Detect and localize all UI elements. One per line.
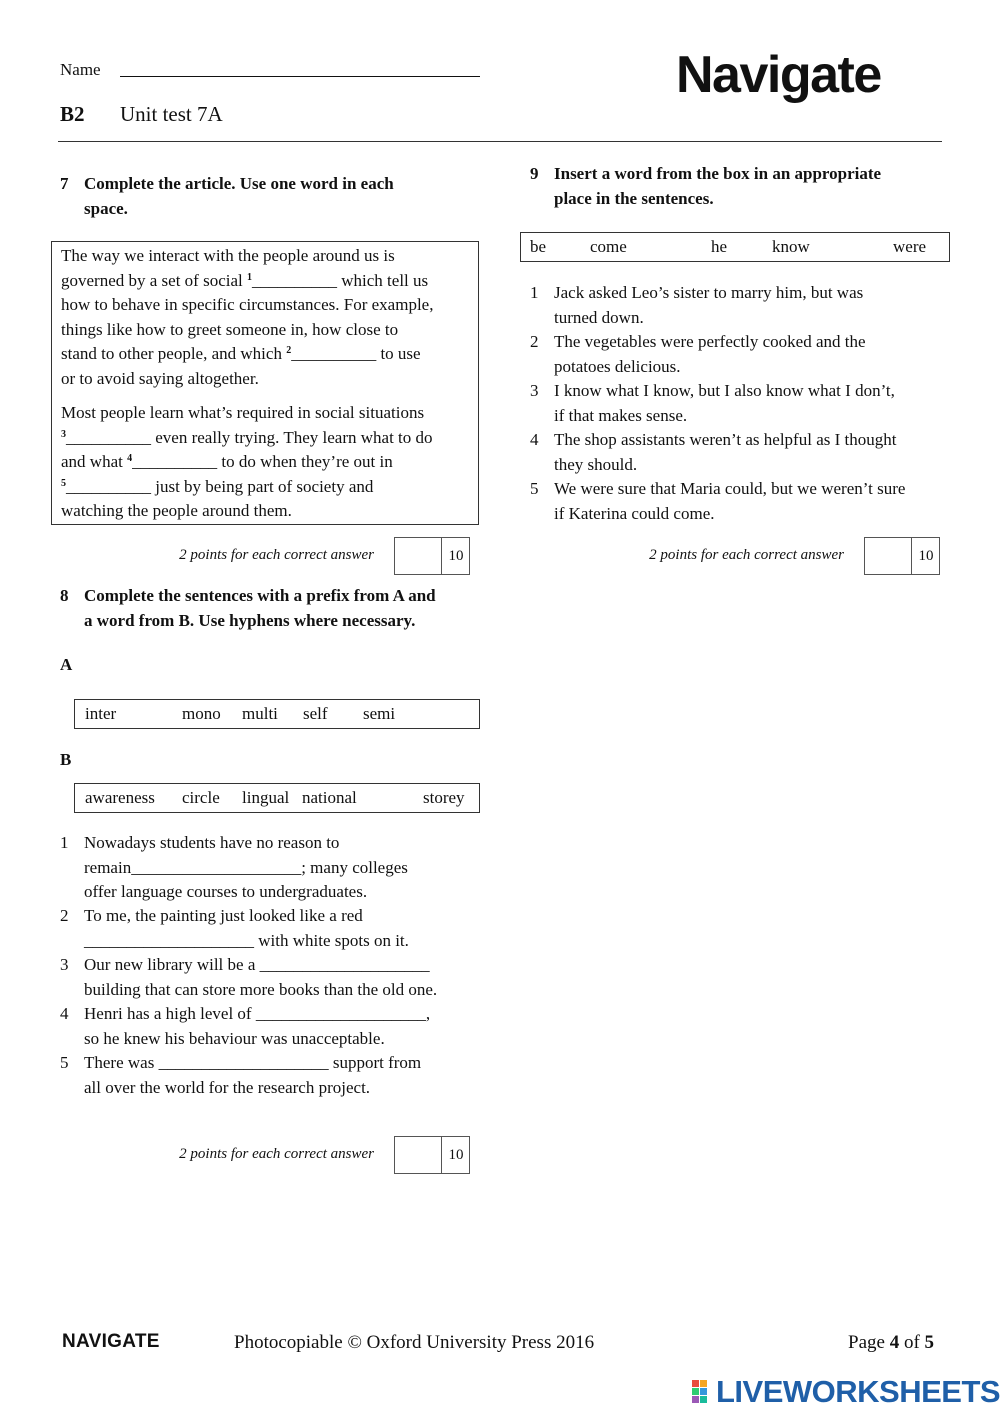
unit-title: Unit test 7A: [120, 102, 223, 126]
item-line: To me, the painting just looked like a red: [84, 906, 363, 925]
item-number: 4: [60, 1004, 69, 1023]
box-b: [74, 783, 480, 813]
article-line: [61, 426, 473, 451]
gap-4[interactable]: __________ to do when they’re out in: [132, 452, 393, 471]
item-number: 1: [530, 283, 539, 302]
q7-points-note: 2 points for each correct answer: [179, 547, 374, 563]
q9-heading: [530, 162, 950, 212]
q9-item-2[interactable]: [530, 330, 950, 380]
q7-score-box[interactable]: [394, 537, 470, 575]
q9-points-note: 2 points for each correct answer: [649, 547, 844, 563]
item-number: 4: [530, 430, 539, 449]
item-line: Nowadays students have no reason to: [84, 833, 340, 852]
item-line[interactable]: There was ____________________ support from: [84, 1053, 422, 1072]
article-line: things like how to greet someone in, how close to: [61, 319, 399, 339]
box-a-label: A: [60, 655, 73, 674]
item-number: 3: [60, 955, 69, 974]
item-line: turned down.: [554, 307, 644, 327]
word-option: multi: [242, 704, 278, 723]
word-option: lingual: [242, 788, 290, 807]
article-line: The way we interact with the people around us is: [61, 246, 395, 265]
article-line: [61, 269, 473, 294]
gap-2[interactable]: __________ to use: [291, 344, 421, 363]
q9-item-3[interactable]: [530, 379, 950, 429]
item-line: building that can store more books than the old one.: [84, 979, 438, 999]
word-option: semi: [363, 704, 396, 723]
item-number: 1: [60, 833, 69, 852]
footer-copyright: Photocopiable © Oxford University Press 2016: [234, 1332, 595, 1353]
q8-item-3: [60, 953, 480, 1003]
article-line: [61, 450, 473, 475]
q9-score-box[interactable]: [864, 537, 940, 575]
article-text: stand to other people, and which: [61, 344, 282, 363]
article-text: and what: [61, 452, 123, 471]
word-option: be: [530, 237, 547, 256]
word-option: national: [302, 788, 357, 807]
liveworksheets-text: LIVEWORKSHEETS: [716, 1374, 1000, 1409]
item-line: if Katerina could come.: [554, 503, 715, 523]
word-option: mono: [182, 704, 221, 723]
level-label: B2: [60, 102, 85, 126]
word-option: circle: [182, 788, 220, 807]
q8-item-1: [60, 831, 480, 906]
page-prefix: Page: [848, 1332, 885, 1353]
q8-points-note: 2 points for each correct answer: [179, 1146, 374, 1162]
gap-5[interactable]: __________ just by being part of society and: [66, 476, 374, 496]
q8-instruction-line1: Complete the sentences with a prefix from A and: [84, 586, 436, 605]
q8-item-5: [60, 1051, 480, 1101]
word-option: awareness: [85, 788, 155, 807]
item-number: 5: [530, 479, 539, 498]
word-option: he: [711, 237, 728, 256]
page-current: 4: [889, 1332, 900, 1353]
q8-item-4: [60, 1002, 480, 1052]
gap-1[interactable]: __________ which tell us: [252, 270, 429, 290]
gap-3[interactable]: __________ even really trying. They learn what to do: [66, 427, 433, 447]
page-indicator: [848, 1332, 934, 1354]
article-line: or to avoid saying altogether.: [61, 368, 259, 388]
item-number: 3: [530, 381, 539, 400]
q9-instruction-line2: place in the sentences.: [554, 188, 714, 208]
item-line: We were sure that Maria could, but we weren’t sure: [554, 479, 906, 498]
item-line: The shop assistants weren’t as helpful as I thought: [554, 430, 897, 449]
page-of: of: [903, 1332, 920, 1353]
article-line: [61, 475, 473, 500]
gap-number: 5: [61, 477, 66, 489]
item-line[interactable]: Our new library will be a ____________________: [84, 955, 430, 974]
word-option: come: [590, 237, 627, 256]
item-line: potatoes delicious.: [554, 356, 681, 376]
gap-number: 2: [286, 345, 292, 356]
item-number: 2: [530, 332, 539, 351]
q9-item-5[interactable]: [530, 477, 950, 527]
box-a: [74, 699, 480, 729]
q9-max-score: 10: [918, 548, 934, 564]
q7-heading: [60, 172, 480, 222]
gap-number: 4: [127, 453, 133, 464]
q9-word-box: [520, 232, 950, 262]
q8-score-box[interactable]: [394, 1136, 470, 1174]
q9-number: 9: [530, 164, 539, 183]
article-line: watching the people around them.: [61, 501, 292, 520]
q9-item-1[interactable]: [530, 281, 950, 331]
q8-instruction-line2: a word from B. Use hyphens where necessary.: [84, 610, 416, 630]
box-b-label: B: [60, 750, 72, 769]
q7-instruction-line2: space.: [84, 198, 128, 218]
item-line: they should.: [554, 454, 638, 474]
q8-heading: [60, 584, 480, 634]
word-option: know: [772, 237, 810, 256]
article-line: [61, 342, 473, 367]
header-divider: [58, 141, 942, 142]
word-option: were: [893, 237, 927, 256]
q7-number: 7: [60, 174, 69, 193]
liveworksheets-icon: [692, 1380, 716, 1406]
item-line: The vegetables were perfectly cooked and the: [554, 332, 866, 351]
word-option: self: [303, 704, 328, 723]
item-number: 2: [60, 906, 69, 925]
item-line: Jack asked Leo’s sister to marry him, but was: [554, 283, 864, 302]
page-total: 5: [924, 1332, 935, 1353]
item-line: so he knew his behaviour was unacceptable.: [84, 1028, 385, 1048]
q8-item-2: [60, 904, 480, 954]
name-label: Name: [60, 60, 101, 79]
item-line[interactable]: Henri has a high level of ____________________,: [84, 1004, 431, 1023]
q8-max-score: 10: [448, 1147, 464, 1163]
footer-brand: NAVIGATE: [62, 1331, 160, 1352]
item-line[interactable]: remain____________________; many colleges: [84, 857, 408, 877]
article-text: governed by a set of social: [61, 270, 243, 290]
q7-instruction-line1: Complete the article. Use one word in each: [84, 174, 394, 193]
item-line: I know what I know, but I also know what I don’t,: [554, 381, 895, 400]
item-line[interactable]: ____________________ with white spots on it.: [84, 930, 409, 950]
item-line: if that makes sense.: [554, 405, 688, 425]
gap-number: 1: [247, 271, 252, 283]
q7-max-score: 10: [448, 548, 464, 564]
item-line: all over the world for the research project.: [84, 1077, 371, 1097]
q9-item-4[interactable]: [530, 428, 950, 478]
item-number: 5: [60, 1053, 69, 1072]
gap-number: 3: [61, 428, 66, 440]
article-line: how to behave in specific circumstances. For example,: [61, 295, 434, 314]
word-option: inter: [85, 704, 117, 723]
q9-instruction-line1: Insert a word from the box in an appropriate: [554, 164, 882, 183]
item-line: offer language courses to undergraduates.: [84, 882, 368, 901]
q7-article-box: [51, 241, 479, 525]
brand-logo: Navigate: [676, 46, 881, 104]
article-line: Most people learn what’s required in social situations: [61, 403, 425, 422]
q8-number: 8: [60, 586, 69, 605]
word-option: storey: [423, 788, 465, 807]
name-field[interactable]: [120, 76, 480, 77]
